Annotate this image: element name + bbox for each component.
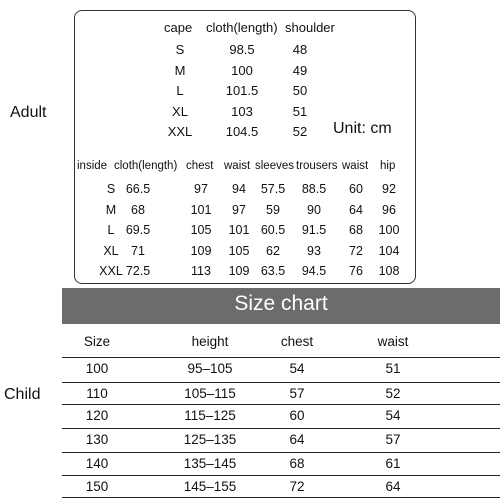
table-row-divider bbox=[62, 452, 500, 453]
child-cell-height: 115–125 bbox=[184, 408, 236, 423]
child-cell-size: 130 bbox=[85, 432, 109, 447]
inside-cell-waist: 97 bbox=[232, 202, 246, 217]
inside-cell-hip: 92 bbox=[382, 182, 396, 196]
inside-cell-hip: 108 bbox=[378, 264, 400, 278]
inside-cell-waist-2: 60 bbox=[349, 182, 363, 196]
inside-cell-sleeves: 62 bbox=[266, 243, 280, 258]
inside-cell-length: 72.5 bbox=[125, 264, 151, 278]
inside-header-hip: hip bbox=[380, 160, 396, 172]
unit-label: Unit: cm bbox=[333, 120, 392, 137]
cape-cell-length: 100 bbox=[231, 62, 253, 78]
inside-cell-trousers: 90 bbox=[307, 202, 321, 217]
inside-cell-sleeves: 63.5 bbox=[260, 264, 286, 278]
child-cell-waist: 57 bbox=[385, 432, 401, 447]
table-row-divider bbox=[62, 382, 500, 383]
inside-cell-trousers: 88.5 bbox=[301, 182, 327, 196]
cape-header-shoulder: shoulder bbox=[285, 20, 335, 35]
cape-cell-size: XXL bbox=[167, 124, 193, 139]
cape-cell-shoulder: 48 bbox=[292, 42, 308, 57]
inside-cell-waist: 109 bbox=[228, 264, 250, 278]
table-row-divider bbox=[62, 404, 500, 405]
cape-cell-length: 101.5 bbox=[225, 83, 259, 98]
inside-cell-size: L bbox=[107, 223, 115, 237]
child-cell-size: 100 bbox=[85, 361, 109, 376]
child-cell-chest: 54 bbox=[289, 361, 305, 376]
cape-cell-size: S bbox=[175, 42, 185, 57]
inside-cell-length: 71 bbox=[131, 243, 145, 258]
cape-cell-size: L bbox=[176, 83, 184, 98]
table-row-divider bbox=[62, 357, 500, 358]
child-label: Child bbox=[4, 386, 41, 403]
cape-cell-shoulder: 52 bbox=[292, 124, 308, 139]
inside-cell-chest: 105 bbox=[190, 223, 212, 237]
child-cell-height: 135–145 bbox=[183, 456, 237, 471]
inside-header-size: inside bbox=[77, 160, 108, 172]
inside-cell-sleeves: 59 bbox=[266, 202, 280, 217]
cape-cell-length: 98.5 bbox=[229, 42, 255, 57]
inside-cell-length: 68 bbox=[131, 202, 145, 217]
child-cell-chest: 68 bbox=[289, 456, 305, 471]
inside-cell-waist-2: 64 bbox=[349, 202, 363, 217]
child-cell-chest: 64 bbox=[289, 432, 305, 447]
cape-cell-size: M bbox=[174, 62, 186, 78]
child-cell-size: 110 bbox=[86, 386, 108, 401]
cape-header-length: cloth(length) bbox=[206, 20, 278, 35]
inside-header-waist: waist bbox=[224, 160, 251, 172]
inside-cell-size: S bbox=[106, 182, 116, 196]
cape-cell-shoulder: 51 bbox=[292, 103, 308, 119]
inside-header-trousers: trousers bbox=[296, 160, 338, 172]
inside-cell-waist: 105 bbox=[228, 243, 250, 258]
inside-cell-chest: 109 bbox=[190, 243, 212, 258]
child-cell-height: 95–105 bbox=[187, 361, 233, 376]
inside-cell-size: XXL bbox=[99, 264, 123, 278]
inside-cell-hip: 96 bbox=[382, 202, 396, 217]
inside-cell-sleeves: 60.5 bbox=[260, 223, 286, 237]
inside-cell-length: 66.5 bbox=[125, 182, 151, 196]
child-cell-size: 150 bbox=[85, 479, 109, 494]
child-cell-chest: 60 bbox=[289, 408, 305, 423]
adult-label: Adult bbox=[10, 104, 47, 121]
child-cell-waist: 52 bbox=[385, 386, 401, 401]
inside-cell-chest: 101 bbox=[190, 202, 212, 217]
inside-header-chest: chest bbox=[186, 160, 214, 172]
inside-cell-waist-2: 76 bbox=[349, 264, 363, 278]
child-cell-height: 105–115 bbox=[184, 386, 236, 401]
child-header-chest: chest bbox=[280, 334, 314, 349]
child-header-size: Size bbox=[83, 334, 111, 349]
cape-header-size: cape bbox=[164, 20, 193, 35]
child-cell-waist: 64 bbox=[385, 479, 401, 494]
inside-cell-size: XL bbox=[103, 243, 119, 258]
inside-cell-trousers: 93 bbox=[307, 243, 321, 258]
inside-cell-trousers: 91.5 bbox=[301, 223, 327, 237]
child-cell-waist: 54 bbox=[385, 408, 401, 423]
cape-cell-length: 104.5 bbox=[225, 124, 259, 139]
child-cell-waist: 51 bbox=[385, 361, 401, 376]
inside-cell-size: M bbox=[105, 202, 117, 217]
child-cell-chest: 57 bbox=[289, 386, 305, 401]
table-row-divider bbox=[62, 475, 500, 476]
inside-cell-waist-2: 68 bbox=[349, 223, 363, 237]
inside-cell-waist-2: 72 bbox=[349, 243, 363, 258]
inside-cell-hip: 104 bbox=[378, 243, 400, 258]
child-cell-chest: 72 bbox=[289, 479, 305, 494]
cape-cell-shoulder: 50 bbox=[292, 83, 308, 98]
inside-cell-waist: 101 bbox=[228, 223, 250, 237]
inside-cell-chest: 97 bbox=[194, 182, 208, 196]
child-header-height: height bbox=[191, 334, 229, 349]
cape-cell-size: XL bbox=[172, 103, 188, 119]
inside-cell-trousers: 94.5 bbox=[301, 264, 327, 278]
size-chart-title: Size chart bbox=[234, 292, 328, 315]
inside-header-length: cloth(length) bbox=[114, 160, 178, 172]
child-cell-size: 140 bbox=[85, 456, 109, 471]
child-header-waist: waist bbox=[377, 334, 409, 349]
table-row-divider bbox=[62, 497, 500, 498]
inside-cell-sleeves: 57.5 bbox=[260, 182, 286, 196]
size-chart-banner bbox=[62, 288, 500, 324]
child-cell-size: 120 bbox=[85, 408, 109, 423]
inside-cell-hip: 100 bbox=[378, 223, 400, 237]
child-cell-height: 145–155 bbox=[183, 479, 237, 494]
cape-cell-shoulder: 49 bbox=[292, 62, 308, 78]
inside-cell-length: 69.5 bbox=[125, 223, 151, 237]
child-cell-height: 125–135 bbox=[183, 432, 237, 447]
inside-header-waist-2: waist bbox=[342, 160, 369, 172]
child-cell-waist: 61 bbox=[385, 456, 401, 471]
table-row-divider bbox=[62, 428, 500, 429]
cape-cell-length: 103 bbox=[231, 103, 253, 119]
inside-cell-chest: 113 bbox=[191, 264, 211, 278]
inside-header-sleeves: sleeves bbox=[255, 160, 294, 172]
inside-cell-waist: 94 bbox=[232, 182, 246, 196]
